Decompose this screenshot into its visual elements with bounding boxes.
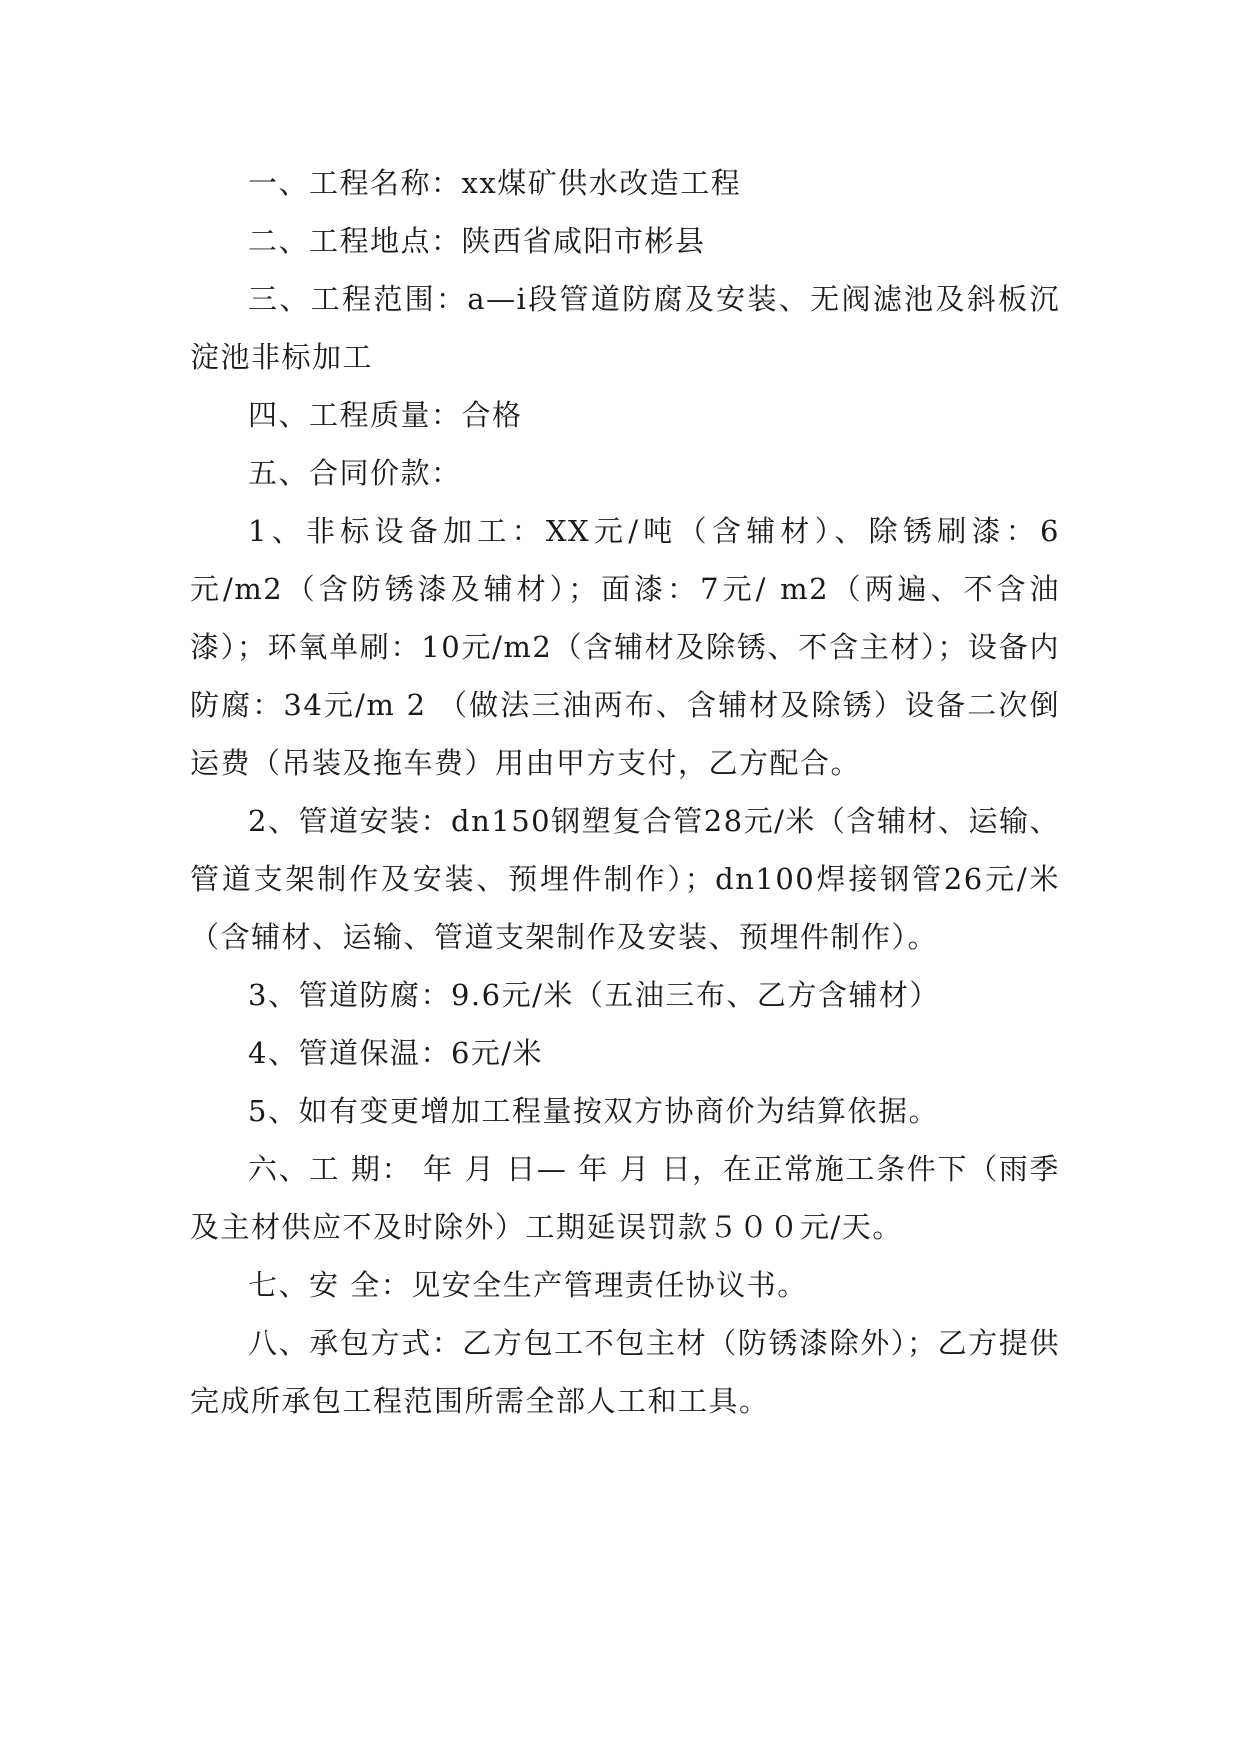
project-name-clause: 一、工程名称：xx煤矿供水改造工程 xyxy=(248,166,742,200)
price-item-nonstandard-equipment: 1、非标设备加工：XX元/吨（含辅材）、除锈刷漆：6元/m2（含防锈漆及辅材）；面漆：7元/ m2（两遍、不含油漆）；环氧单刷：10元/m2（含辅材及除锈、不含主材）；设备内防腐：34元/m 2 （做法三油两布、含辅材及除锈）设备二次倒运费（吊装及拖车费）用由甲方支付，乙方配合。 xyxy=(190,514,1060,780)
contract-price-heading: 五、合同价款： xyxy=(248,456,462,490)
price-item-change-settlement: 5、如有变更增加工程量按双方协商价为结算依据。 xyxy=(248,1094,939,1128)
price-item-pipe-insulation: 4、管道保温：6元/米 xyxy=(248,1036,544,1070)
project-location-clause: 二、工程地点：陕西省咸阳市彬县 xyxy=(248,224,706,258)
construction-period-clause: 六、工 期： 年 月 日— 年 月 日，在正常施工条件下（雨季及主材供应不及时除外）工期延误罚款５００元/天。 xyxy=(190,1152,1060,1244)
contract-body xyxy=(190,154,1060,1430)
project-scope-clause: 三、工程范围：a—i段管道防腐及安装、无阀滤池及斜板沉淀池非标加工 xyxy=(190,282,1060,374)
price-item-pipe-anticorrosion: 3、管道防腐：9.6元/米（五油三布、乙方含辅材） xyxy=(248,978,940,1012)
contracting-method-clause: 八、承包方式：乙方包工不包主材（防锈漆除外）；乙方提供完成所承包工程范围所需全部人工和工具。 xyxy=(190,1326,1060,1418)
safety-clause: 七、安 全：见安全生产管理责任协议书。 xyxy=(248,1268,808,1302)
price-item-pipe-installation: 2、管道安装：dn150钢塑复合管28元/米（含辅材、运输、管道支架制作及安装、预埋件制作）；dn100焊接钢管26元/米（含辅材、运输、管道支架制作及安装、预埋件制作）。 xyxy=(190,804,1060,954)
project-quality-clause: 四、工程质量：合格 xyxy=(248,398,523,432)
